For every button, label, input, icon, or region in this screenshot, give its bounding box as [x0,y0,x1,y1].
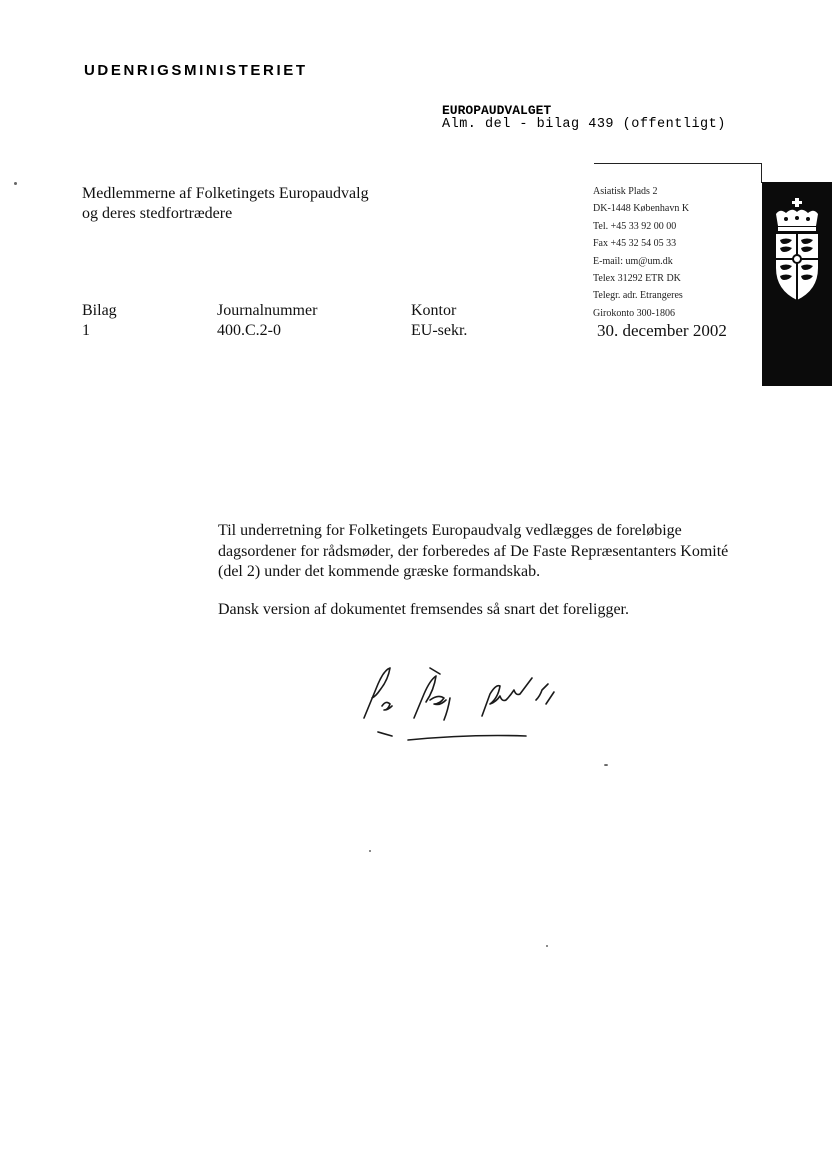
contact-line: Fax +45 32 54 05 33 [593,238,677,250]
ministry-name: UDENRIGSMINISTERIET [84,62,308,79]
scan-speck [14,182,17,185]
crest-banner [762,182,832,386]
journal-value: 400.C.2-0 [217,322,281,339]
letter-body [218,521,738,637]
contact-block [593,183,689,322]
body-paragraph: Dansk version af dokumentet fremsendes så snart det foreligger. [218,600,629,618]
scan-speck [546,945,548,947]
contact-line: E-mail: um@um.dk [593,255,673,267]
contact-divider [594,163,762,164]
body-paragraph: Til underretning for Folketingets Europaudvalg vedlægges de foreløbige dagsordener for rådsmøder, der forberedes af De Faste Repræsentanters Komité (del 2) under det kommende græske formandskab. [218,522,729,580]
contact-line: Asiatisk Plads 2 [593,186,658,197]
stamp-title: EUROPAUDVALGET [442,103,552,118]
scan-speck [604,764,608,766]
letter-date: 30. december 2002 [597,321,727,340]
contact-line: Telegr. adr. Etrangeres [593,290,683,302]
stamp-subtitle: Alm. del - bilag 439 (offentligt) [442,117,726,132]
recipient-line-1: Medlemmerne af Folketingets Europaudvalg [82,185,369,202]
contact-line: Tel. +45 33 92 00 00 [593,220,677,232]
contact-line: Girokonto 300-1806 [593,307,675,319]
royal-coat-of-arms-icon [770,198,824,302]
kontor-value: EU-sekr. [411,322,468,339]
recipient-line-2: og deres stedfortrædere [82,205,233,222]
contact-line: Telex 31292 ETR DK [593,273,681,285]
contact-line: DK-1448 København K [593,203,690,215]
contact-divider-tick [761,163,762,183]
bilag-label: Bilag [82,302,117,319]
scan-speck [369,850,371,852]
recipient-block [82,184,369,224]
journal-label: Journalnummer [217,302,318,319]
kontor-label: Kontor [411,302,457,319]
bilag-value: 1 [82,322,90,339]
handwritten-signature [350,660,590,750]
